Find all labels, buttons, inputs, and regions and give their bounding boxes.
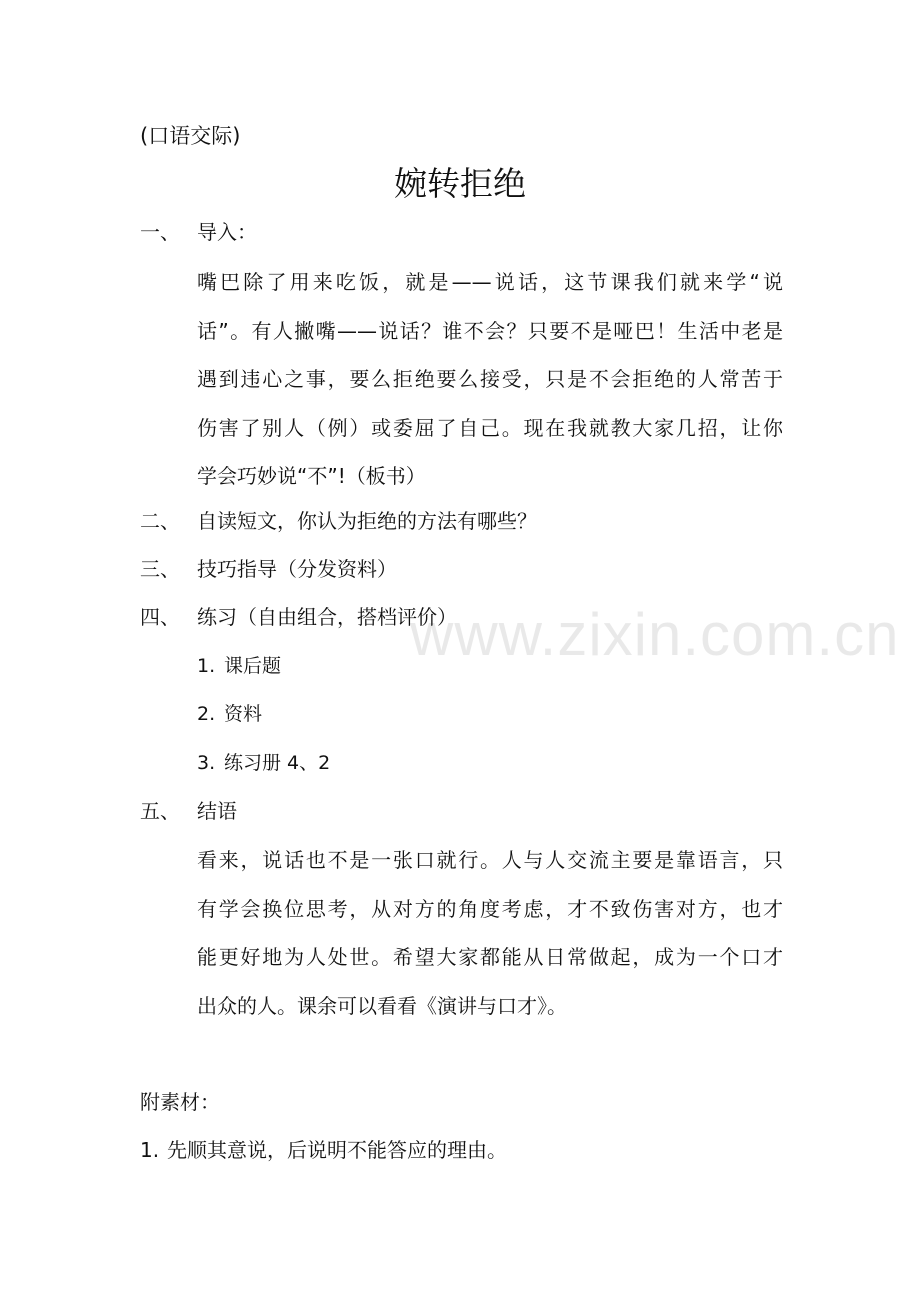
paragraph-line: 出众的人。课余可以看看《演讲与口才》。 (197, 993, 567, 1018)
exercise-item-number: 3. (197, 752, 216, 774)
paragraph-line: 话”。有人撇嘴——说话？谁不会？只要不是哑巴！生活中老是 (197, 318, 783, 343)
document-title: 婉转拒绝 (394, 164, 526, 203)
appendix-item-number: 1. (140, 1138, 160, 1162)
watermark: www.zixin.com.cn (410, 601, 900, 668)
exercise-item-text: 练习册 4、2 (224, 752, 331, 774)
appendix-item-text: 先顺其意说，后说明不能答应的理由。 (167, 1138, 507, 1162)
section-4-label: 练习（自由组合，搭档评价） (197, 605, 457, 629)
section-3-heading (140, 553, 397, 585)
exercise-item-number: 2. (197, 703, 216, 725)
section-1-label: 导入： (197, 220, 257, 244)
section-5-number: 五、 (140, 799, 180, 823)
exercise-item (197, 650, 281, 682)
exercise-item (197, 747, 330, 779)
exercise-item (197, 698, 262, 730)
paragraph-line: 有学会换位思考，从对方的角度考虑，才不致伤害对方，也才 (197, 896, 783, 921)
appendix-item (140, 1134, 507, 1166)
section-1-number: 一、 (140, 220, 180, 244)
section-1-paragraph (197, 258, 783, 501)
paragraph-line: 嘴巴除了用来吃饭，就是——说话，这节课我们就来学“说 (197, 270, 783, 294)
section-3-number: 三、 (140, 557, 180, 581)
section-2-label: 自读短文，你认为拒绝的方法有哪些？ (197, 509, 537, 533)
appendix-label: 附素材： (140, 1090, 220, 1114)
paragraph-line: 伤害了别人（例）或委屈了自己。现在我就教大家几招，让你 (197, 415, 783, 440)
section-5-heading (140, 795, 237, 827)
exercise-item-number: 1. (197, 655, 216, 677)
section-2-heading (140, 505, 537, 537)
section-3-label: 技巧指导（分发资料） (197, 557, 397, 581)
section-4-number: 四、 (140, 605, 180, 629)
section-5-paragraph (197, 836, 783, 1030)
exercise-item-text: 课后题 (224, 655, 282, 677)
paragraph-line: 能更好地为人处世。希望大家都能从日常做起，成为一个口才 (197, 945, 783, 969)
section-4-heading (140, 601, 457, 633)
section-2-number: 二、 (140, 509, 180, 533)
paragraph-line: 看来，说话也不是一张口就行。人与人交流主要是靠语言，只 (197, 848, 783, 872)
section-1-heading (140, 216, 257, 248)
document-category: (口语交际) (140, 124, 241, 148)
paragraph-line: 遇到违心之事，要么拒绝要么接受，只是不会拒绝的人常苦于 (197, 367, 783, 391)
section-5-label: 结语 (197, 799, 237, 823)
exercise-item-text: 资料 (224, 703, 263, 725)
paragraph-line: 学会巧妙说“不”!（板书） (197, 464, 426, 488)
